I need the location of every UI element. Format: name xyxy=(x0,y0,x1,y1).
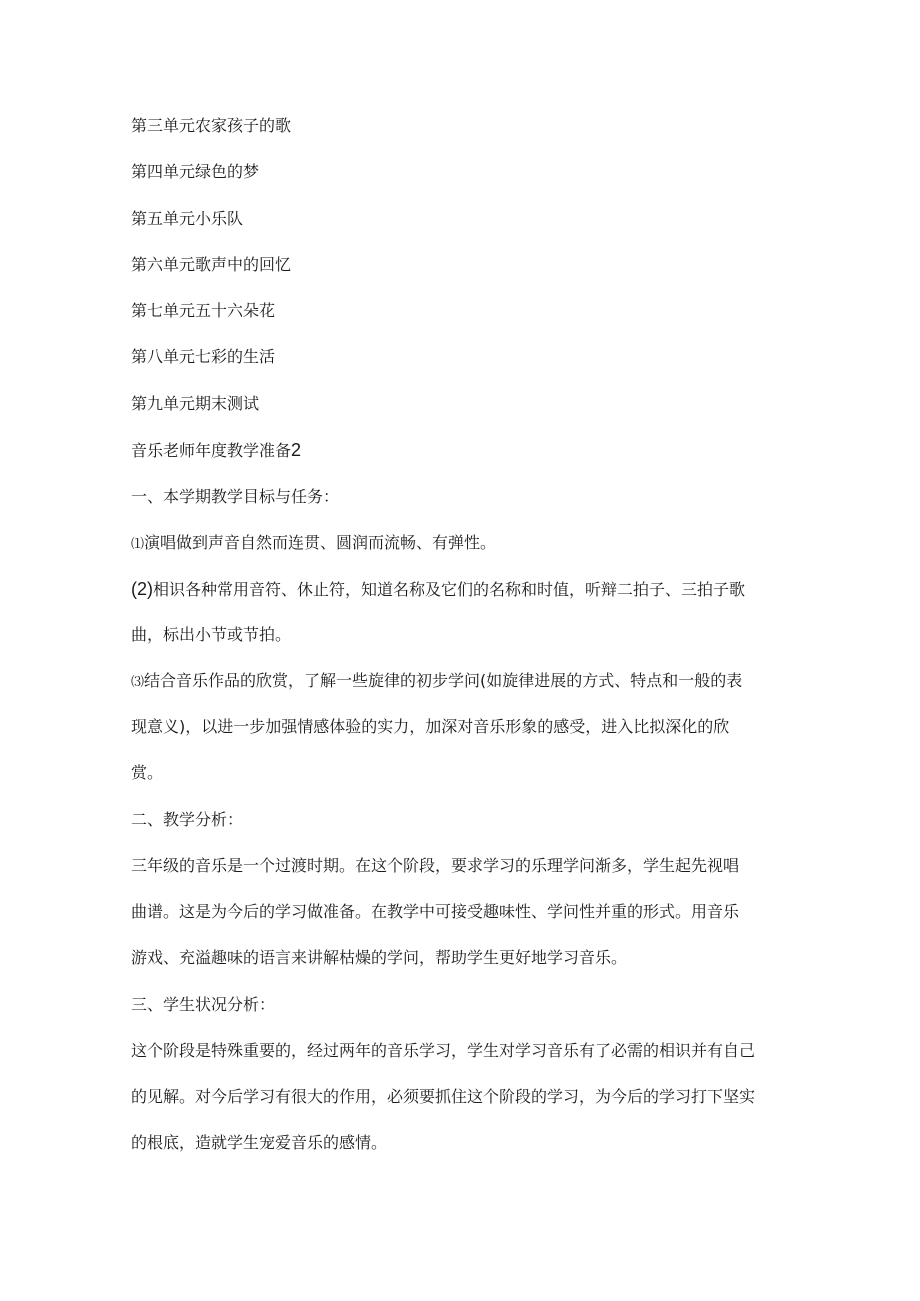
goal-item-2-line-1: 相识各种常用音符、休止符，知道名称及它们的名称和时值，听辩二拍子、三拍子歌 xyxy=(153,580,746,599)
goal-item-2 xyxy=(131,579,745,600)
section-title xyxy=(131,440,301,461)
analysis-line-1: 三年级的音乐是一个过渡时期。在这个阶段，要求学习的乐理学问渐多，学生起先视唱 xyxy=(131,856,740,875)
unit-8-title: 第八单元七彩的生活 xyxy=(131,347,276,366)
goal-item-1-marker: ⑴ xyxy=(131,537,145,552)
goal-item-2-marker: (2) xyxy=(131,579,153,599)
analysis-line-3: 游戏、充溢趣味的语言来讲解枯燥的学问，帮助学生更好地学习音乐。 xyxy=(131,948,628,967)
unit-6-title: 第六单元歌声中的回忆 xyxy=(131,255,292,274)
unit-4-title: 第四单元绿色的梦 xyxy=(131,162,260,181)
unit-3-title: 第三单元农家孩子的歌 xyxy=(131,116,292,135)
unit-9-title: 第九单元期末测试 xyxy=(131,394,260,413)
unit-5-title: 第五单元小乐队 xyxy=(131,209,244,228)
goal-item-1 xyxy=(131,533,496,555)
students-line-3: 的根底，造就学生宠爱音乐的感情。 xyxy=(131,1133,388,1152)
section-title-text: 音乐老师年度教学准备 xyxy=(131,441,292,460)
unit-7-title: 第七单元五十六朵花 xyxy=(131,301,276,320)
goal-item-3-line-3: 赏。 xyxy=(131,763,164,782)
analysis-heading: 二、教学分析： xyxy=(131,810,244,829)
section-title-number: 2 xyxy=(291,440,302,460)
goal-item-3-marker: ⑶ xyxy=(131,675,145,690)
students-line-1: 这个阶段是特殊重要的，经过两年的音乐学习，学生对学习音乐有了必需的相识并有自己 xyxy=(131,1041,756,1060)
goal-item-2-line-2: 曲，标出小节或节拍。 xyxy=(131,625,292,644)
goal-item-1-text: 演唱做到声音自然而连贯、圆润而流畅、有弹性。 xyxy=(144,533,497,552)
goal-item-3-line-1: 结合音乐作品的欣赏，了解一些旋律的初步学问(如旋律进展的方式、特点和一般的表 xyxy=(144,671,743,690)
analysis-line-2: 曲谱。这是为今后的学习做准备。在教学中可接受趣味性、学问性并重的形式。用音乐 xyxy=(131,902,740,921)
students-line-2: 的见解。对今后学习有很大的作用，必须要抓住这个阶段的学习，为今后的学习打下坚实 xyxy=(131,1087,756,1106)
goals-heading: 一、本学期教学目标与任务： xyxy=(131,487,340,506)
students-heading: 三、学生状况分析： xyxy=(131,995,276,1014)
goal-item-3 xyxy=(131,671,742,693)
goal-item-3-line-2: 现意义)，以进一步加强情感体验的实力，加深对音乐形象的感受，进入比拟深化的欣 xyxy=(131,717,730,736)
